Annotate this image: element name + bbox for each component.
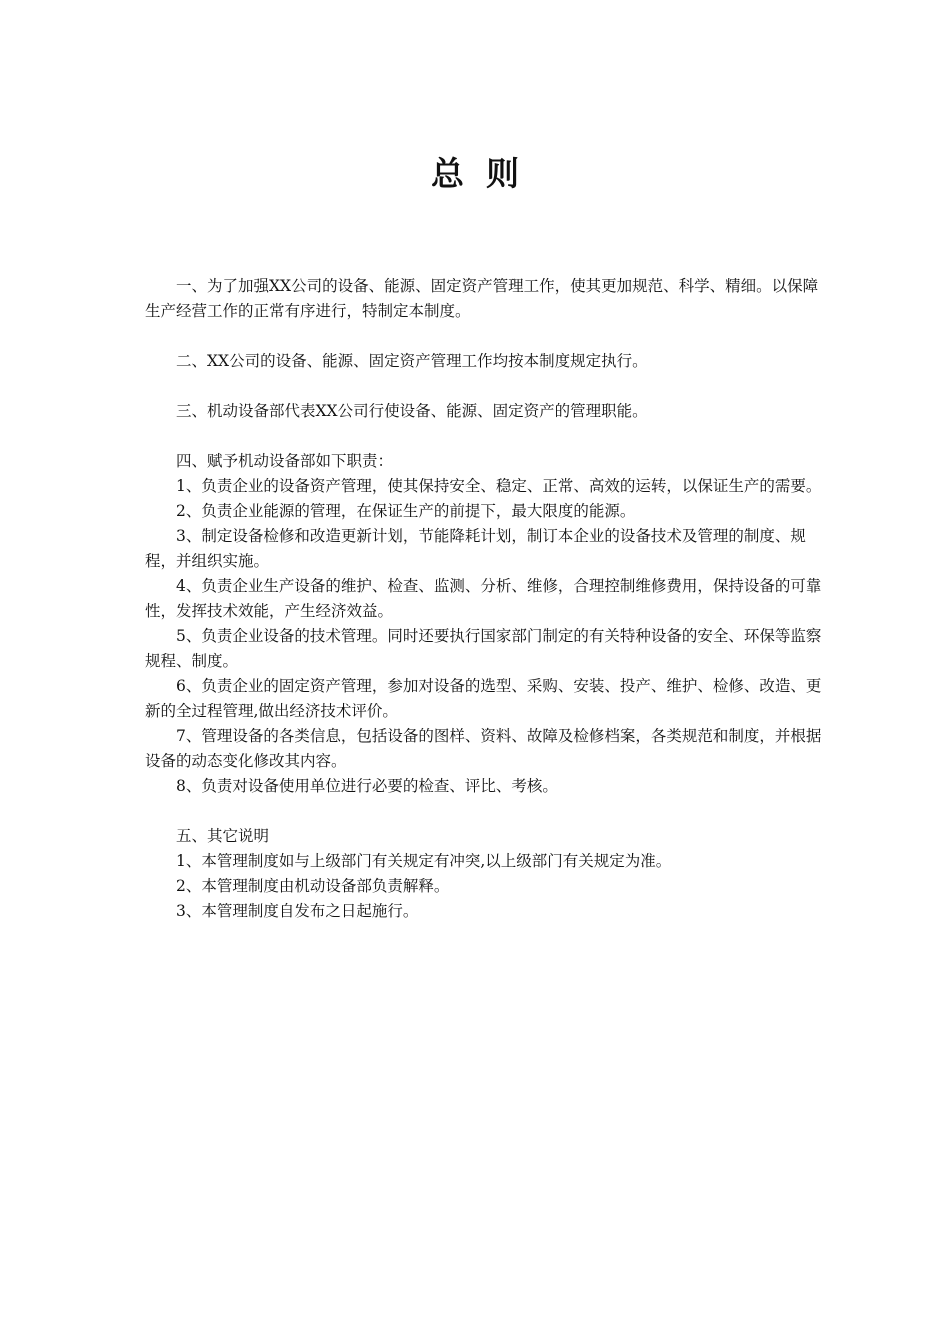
duty-item-2: 2、负责企业能源的管理，在保证生产的前提下，最大限度的能源。 [176,502,636,520]
duty-item-5: 5、负责企业设备的技术管理。同时还要执行国家部门制定的有关特种设备的安全、环保等监察规程、制度。 [145,627,822,670]
note-item-1: 1、本管理制度如与上级部门有关规定有冲突,以上级部门有关规定为准。 [176,852,672,870]
section-gap [145,324,825,349]
note-item-3: 3、本管理制度自发布之日起施行。 [176,902,419,920]
section-4-heading: 四、赋予机动设备部如下职责： [176,452,394,470]
section-2-paragraph: 二、XX公司的设备、能源、固定资产管理工作均按本制度规定执行。 [176,352,648,370]
duty-item-4: 4、负责企业生产设备的维护、检查、监测、分析、维修，合理控制维修费用，保持设备的可靠性，发挥技术效能，产生经济效益。 [145,577,822,620]
section-3-paragraph: 三、机动设备部代表XX公司行使设备、能源、固定资产的管理职能。 [176,402,648,420]
note-item-2: 2、本管理制度由机动设备部负责解释。 [176,877,450,895]
duty-item-8: 8、负责对设备使用单位进行必要的检查、评比、考核。 [176,777,558,795]
document-body [145,274,825,924]
duty-item-6: 6、负责企业的固定资产管理，参加对设备的选型、采购、安装、投产、维护、检修、改造、更新的全过程管理,做出经济技术评价。 [145,677,822,720]
duty-item-3: 3、制定设备检修和改造更新计划，节能降耗计划，制订本企业的设备技术及管理的制度、规程，并组织实施。 [145,527,806,570]
section-gap [145,799,825,824]
page-title: 总则 [431,154,541,193]
section-5-heading: 五、其它说明 [176,827,270,845]
section-gap [145,374,825,399]
duty-item-7: 7、管理设备的各类信息，包括设备的图样、资料、故障及检修档案，各类规范和制度，并根据设备的动态变化修改其内容。 [145,727,822,770]
section-gap [145,424,825,449]
section-1-paragraph: 一、为了加强XX公司的设备、能源、固定资产管理工作，使其更加规范、科学、精细。以保障生产经营工作的正常有序进行，特制定本制度。 [145,277,819,320]
duty-item-1: 1、负责企业的设备资产管理，使其保持安全、稳定、正常、高效的运转，以保证生产的需要。 [176,477,822,495]
